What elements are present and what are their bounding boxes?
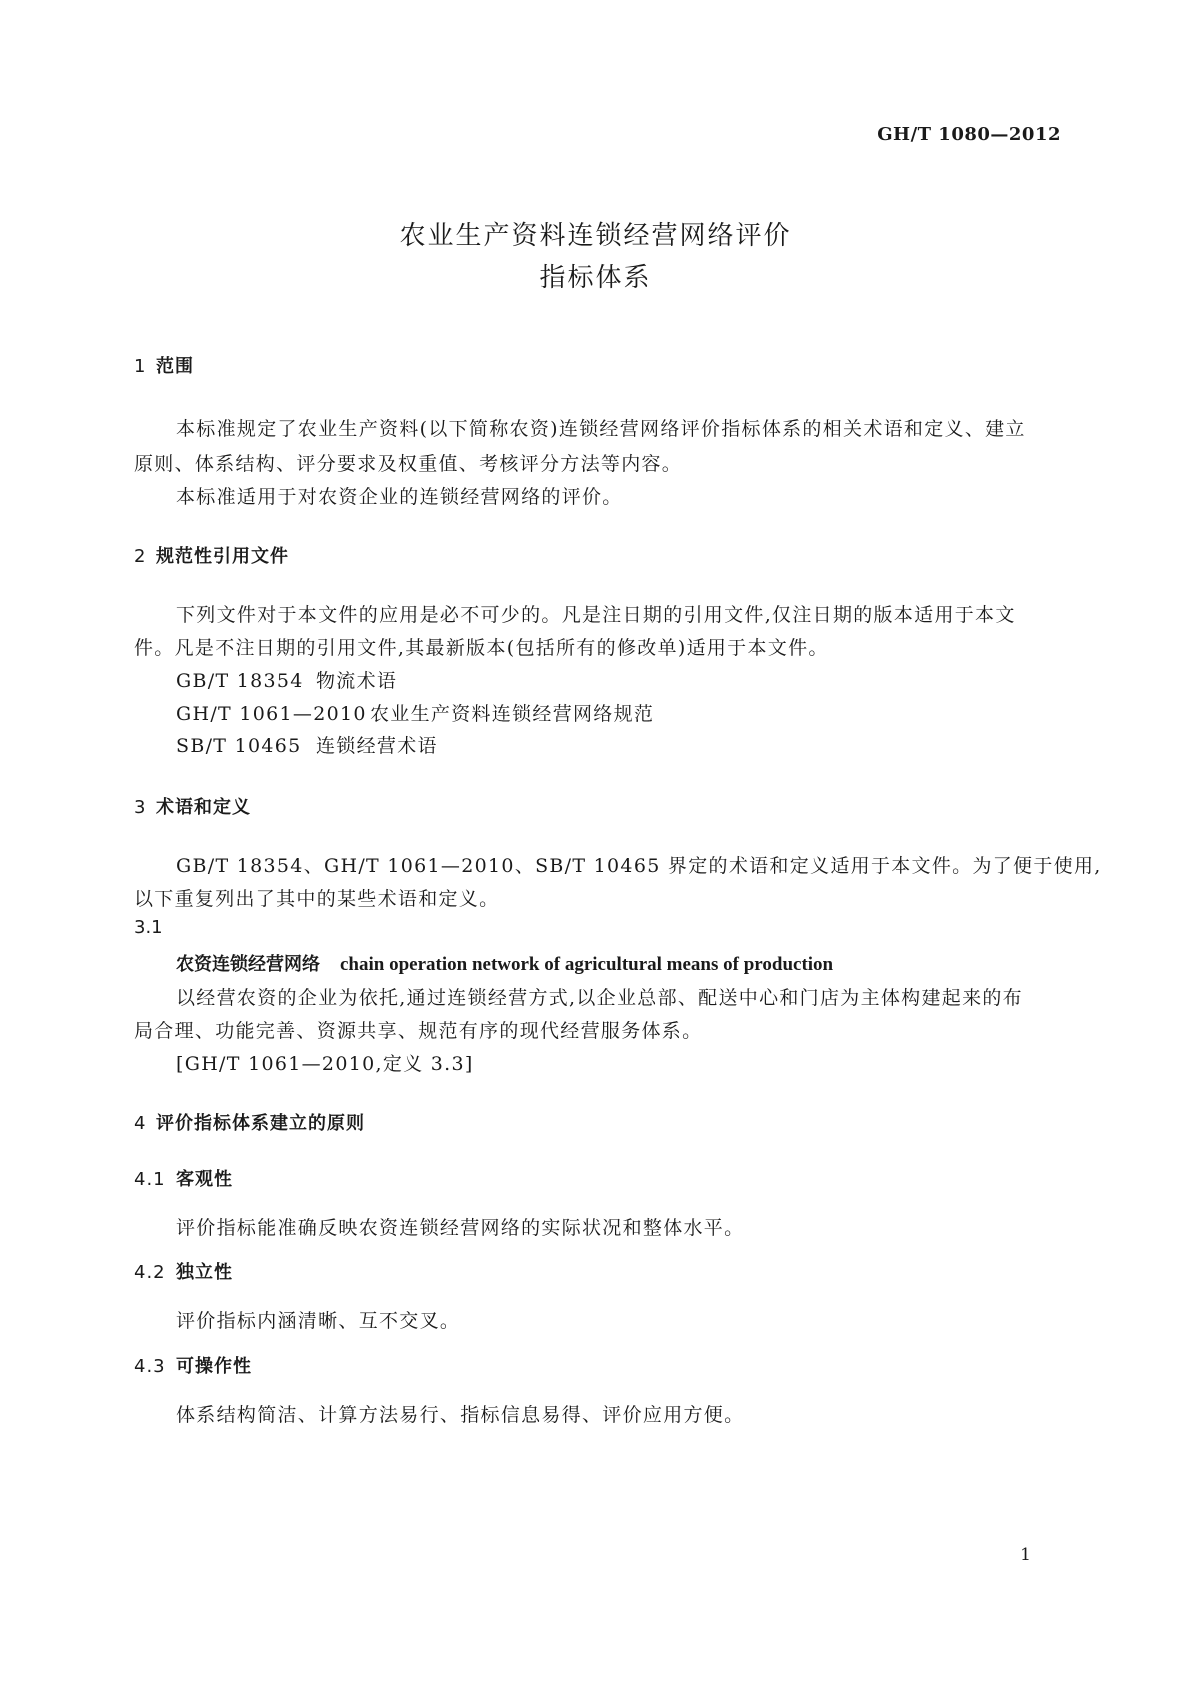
paragraph: 原则、体系结构、评分要求及权重值、考核评分方法等内容。: [134, 453, 683, 475]
section-title: 规范性引用文件: [156, 546, 289, 567]
section-3-heading: [134, 793, 251, 819]
paragraph: GB/T 18354、GH/T 1061—2010、SB/T 10465 界定的术语和定义适用于本文件。为了便于使用,: [176, 855, 1102, 877]
subsection-title: 独立性: [176, 1262, 233, 1283]
paragraph: 评价指标内涵清晰、互不交叉。: [176, 1310, 461, 1332]
reference-code: GH/T 1061—2010: [176, 703, 367, 725]
section-4-heading: [134, 1109, 365, 1135]
paragraph: 评价指标能准确反映农资连锁经营网络的实际状况和整体水平。: [176, 1217, 745, 1239]
paragraph: 本标准规定了农业生产资料(以下简称农资)连锁经营网络评价指标体系的相关术语和定义、建立: [176, 418, 1026, 440]
normative-reference: [176, 666, 397, 693]
term-definition: 局合理、功能完善、资源共享、规范有序的现代经营服务体系。: [134, 1020, 703, 1042]
subsection-number: 4.3: [134, 1356, 166, 1377]
page-number: 1: [1020, 1545, 1031, 1565]
normative-reference: [176, 699, 654, 726]
section-title: 范围: [156, 356, 194, 377]
section-number: 3: [134, 797, 147, 818]
paragraph: 本标准适用于对农资企业的连锁经营网络的评价。: [176, 486, 623, 508]
paragraph: 件。凡是不注日期的引用文件,其最新版本(包括所有的修改单)适用于本文件。: [134, 637, 829, 659]
section-title: 评价指标体系建立的原则: [156, 1113, 365, 1134]
reference-name: 物流术语: [316, 670, 398, 692]
term-entry: [176, 950, 833, 976]
document-title: 农业生产资料连锁经营网络评价: [399, 221, 792, 251]
term-chinese: 农资连锁经营网络: [176, 954, 320, 975]
term-definition: 以经营农资的企业为依托,通过连锁经营方式,以企业总部、配送中心和门店为主体构建起来的布: [176, 987, 1023, 1009]
subsection-heading: [134, 1258, 233, 1284]
paragraph: 以下重复列出了其中的某些术语和定义。: [134, 888, 500, 910]
reference-name: 连锁经营术语: [316, 735, 438, 757]
subsection-heading: [134, 1352, 252, 1378]
section-title: 术语和定义: [156, 797, 251, 818]
paragraph: 下列文件对于本文件的应用是必不可少的。凡是注日期的引用文件,仅注日期的版本适用于本文: [176, 604, 1016, 626]
subclause-number: 3.1: [134, 917, 163, 938]
term-english: chain operation network of agricultural means of production: [340, 954, 834, 975]
subsection-heading: [134, 1165, 233, 1191]
document-subtitle: 指标体系: [539, 263, 652, 293]
subsection-title: 可操作性: [176, 1356, 252, 1377]
subsection-title: 客观性: [176, 1169, 233, 1190]
subsection-number: 4.2: [134, 1262, 166, 1283]
section-number: 2: [134, 546, 147, 567]
paragraph: 体系结构简洁、计算方法易行、指标信息易得、评价应用方便。: [176, 1404, 745, 1426]
standard-code: GH/T 1080—2012: [877, 124, 1061, 145]
reference-name: 农业生产资料连锁经营网络规范: [370, 703, 655, 725]
section-1-heading: [134, 352, 194, 378]
section-number: 4: [134, 1113, 147, 1134]
subsection-number: 4.1: [134, 1169, 166, 1190]
normative-reference: [176, 731, 438, 758]
section-2-heading: [134, 542, 289, 568]
reference-code: SB/T 10465: [176, 735, 302, 757]
reference-code: GB/T 18354: [176, 670, 304, 692]
section-number: 1: [134, 356, 147, 377]
term-source: [GH/T 1061—2010,定义 3.3]: [176, 1053, 474, 1075]
